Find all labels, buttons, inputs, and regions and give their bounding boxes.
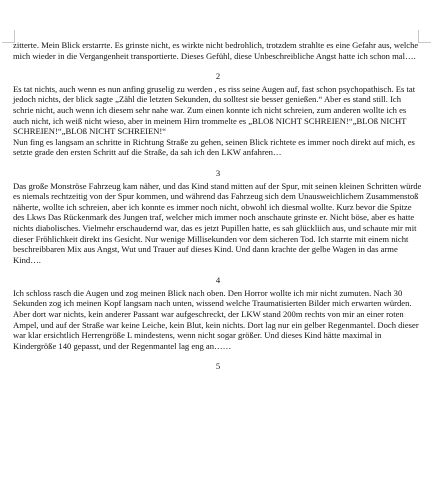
section-number: 4 bbox=[215, 275, 221, 286]
section-number: 2 bbox=[215, 71, 221, 82]
section-number: 5 bbox=[215, 361, 221, 372]
paragraph-text: Nun fing es langsam an schritte in Richtung Straße zu gehen, seinen Blick richtete es immer noch direkt auf mich, es setzte grade den ersten Schritt auf die Straße, da sah ich den LKW anfahren… bbox=[13, 136, 415, 158]
section-number: 3 bbox=[215, 167, 221, 178]
paragraph-text: Das große Monströse Fahrzeug kam näher, und das Kind stand mitten auf der Spur, mit seinen kleinen Schritten würde es niemals rechtzeitig von der Spur kommen, und während das Fahrzeug sich dem Unausweichlichem Zusammenstoß näherte, wollte ich schreien, aber ich konnte es immer noch nicht, obwohl ich diesmal wollte. Kurz bevor die Spitze des Lkws Das Rückenmark des Jungen traf, welcher mich immer noch anschaute grinste er. Nicht böse, aber es hatte nichts diabolisches. Vielmehr erschaudernd war, das es jetzt Pupillen hatte, es sah glückliich aus, und schaute mir mit dieser Fröhlichkeit direkt ins Gesicht. Nur wenige Millisekunden vor dem sicheren Tod. Ich starrte mit einem nicht beschreibbaren Mix aus Angst, Wut und Trauer auf dieses Kind. Und dann krachte der gelbe Wagen in das arme Kind…. bbox=[13, 180, 422, 265]
document-body bbox=[13, 40, 423, 374]
paragraph-text: Es tat nichts, auch wenn es nun anfing gruselig zu werden , es riss seine Augen auf, fast schon psychopathisch. Es tat jedoch nichts, der blick sagte „Zähl die letzten Sekunden, du solltest sie besser genießen.“ Aber es stand still. Ich schrie nicht, auch wenn ich diesem sehr nahe war. Zum einen konnte ich nicht schreien, zum anderen wollte ich es auch nicht, ich weiß nicht wieso, aber in meinem Hirn trommelte es „BLOß NICHT SCHREIEN!“„BLOß NICHT SCHREIEN!“„BLOß NICHT SCHREIEN!“ bbox=[13, 83, 416, 137]
paragraph-text: zitterte. Mein Blick erstarrte. Es grinste nicht, es wirkte nicht bedrohlich, trotzdem strahlte es eine Gefahr aus, welche mich wieder in die Vergangenheit transportierte. Dieses Gefühl, diese Unbeschreibliche Angst hatte ich schon mal…. bbox=[13, 40, 419, 61]
paragraph-text: Ich schloss rasch die Augen und zog meinen Blick nach oben. Den Horror wollte ich mir nicht zumuten. Nach 30 Sekunden zog ich meinen Kopf langsam nach unten, wissend welche Traumatisierten Bilder mich erwarten würden. Aber dort war nichts, kein anderer Passant war aufgeschreckt, der LKW stand 200m rechts von mir an einer roten Ampel, und auf der Straße war keine Leiche, kein Blut, kein nichts. Dort lag nur ein gelber Regenmantel. Doch dieser war klar ersichtlich Herrengröße L mindestens, wenn nicht sogar größer. Und dieses Kind hätte maximal in Kindergröße 140 gepasst, und der Regenmantel lag eng an…… bbox=[13, 287, 419, 351]
